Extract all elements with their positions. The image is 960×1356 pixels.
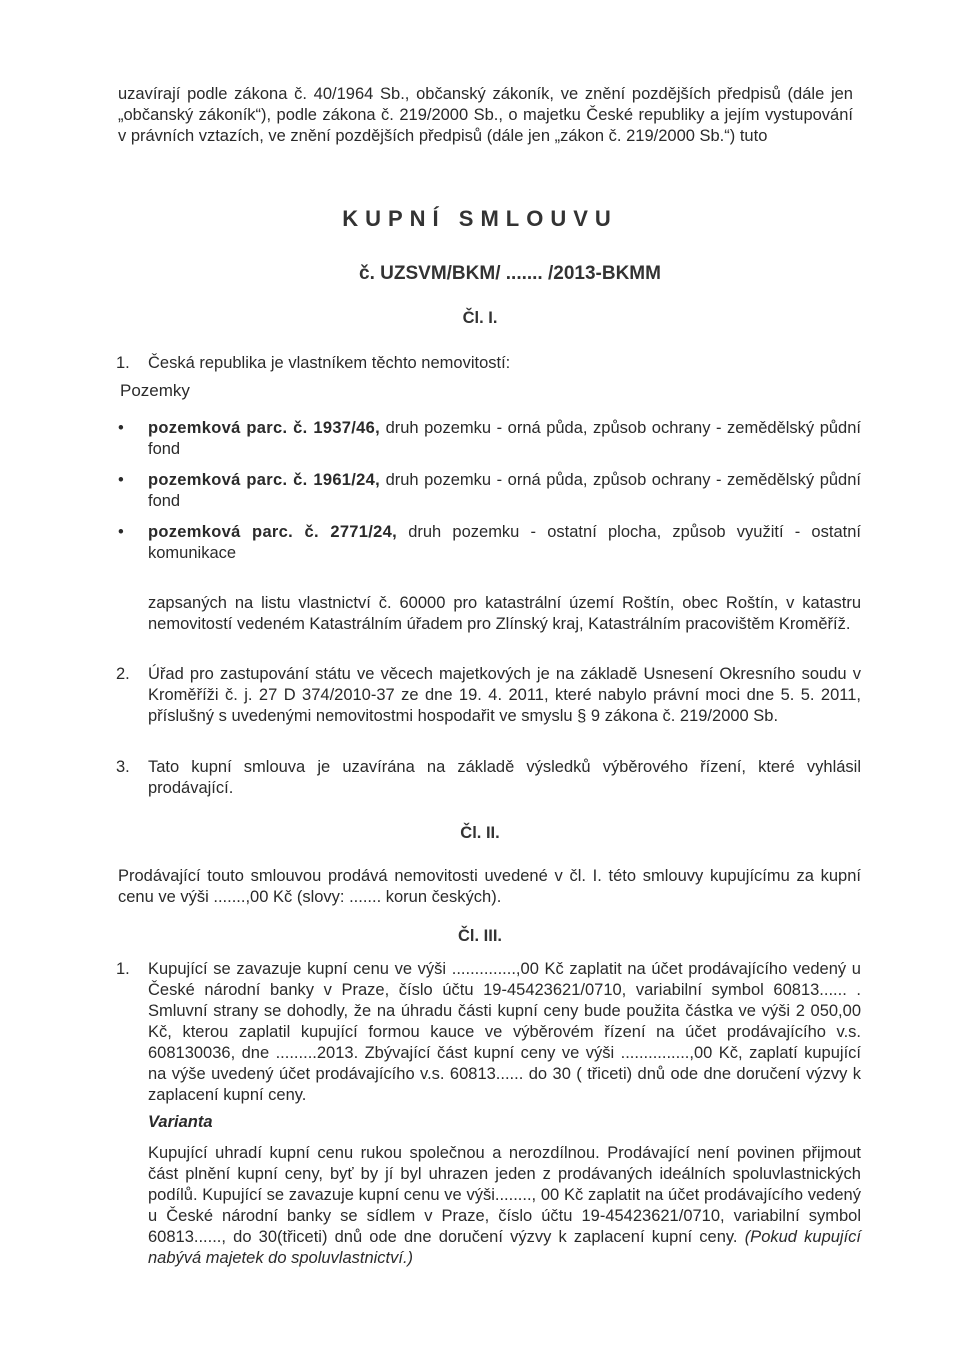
paragraph-number: 1. bbox=[116, 960, 130, 978]
paragraph-number: 2. bbox=[116, 665, 130, 683]
article-1-heading: Čl. I. bbox=[462, 309, 498, 327]
parcel-number: pozemková parc. č. 1961/24, bbox=[148, 471, 381, 489]
parcel-number: pozemková parc. č. 2771/24, bbox=[148, 523, 397, 541]
tender-paragraph: Tato kupní smlouva je uzavírána na základě výsledků výběrového řízení, které vyhlásil prodávající. bbox=[148, 758, 861, 797]
registry-paragraph: zapsaných na listu vlastnictví č. 60000 pro katastrální území Roštín, obec Roštín, v katastru nemovitostí vedeném Katastrálním úřadem pro Zlínský kraj, Katastrálním pracovištěm Kroměříž. bbox=[148, 594, 861, 633]
contract-number: č. UZSVM/BKM/ ....... /2013-BKMM bbox=[359, 263, 661, 284]
bullet-icon: • bbox=[118, 419, 124, 437]
ownership-statement: Česká republika je vlastníkem těchto nemovitostí: bbox=[148, 354, 511, 372]
pozemky-label: Pozemky bbox=[120, 381, 190, 400]
parcel-number: pozemková parc. č. 1937/46, bbox=[148, 419, 381, 437]
variant-label: Varianta bbox=[148, 1113, 213, 1131]
authority-paragraph: Úřad pro zastupování státu ve věcech majetkových je na základě Usnesení Okresního soudu v Kroměříži č. j. 27 D 374/2010-37 ze dne 19. 4. 2011, které nabylo právní moci dne 5. 5. 2011, příslušný s uvedenými nemovitostmi hospodařit ve smyslu § 9 zákona č. 219/2000 Sb. bbox=[148, 665, 861, 725]
parcel-description: druh pozemku - ostatní plocha, způsob využití - ostatní komunikace bbox=[148, 523, 861, 562]
parcel-item bbox=[148, 470, 861, 512]
bullet-icon: • bbox=[118, 471, 124, 489]
variant-heading bbox=[148, 1112, 861, 1133]
parcel-description: druh pozemku - orná půda, způsob ochrany - zemědělský půdní fond bbox=[148, 471, 861, 510]
parcel-item bbox=[148, 522, 861, 564]
intro-paragraph: uzavírají podle zákona č. 40/1964 Sb., občanský zákoník, ve znění pozdějších předpisů (dále jen „občanský zákoník“), podle zákona č. 219/2000 Sb., o majetku České republiky a jejím vystupování v právních vztazích, ve znění pozdějších předpisů (dále jen „zákon č. 219/2000 Sb.“) tuto bbox=[118, 85, 853, 145]
article-3-heading: Čl. III. bbox=[457, 927, 502, 945]
payment-paragraph: Kupující se zavazuje kupní cenu ve výši ..............,00 Kč zaplatit na účet prodávajícího vedený u České národní banky v Praze, číslo účtu 19-45423621/0710, variabilní symbol 60813...... . Smluvní strany se dohodly, že na úhradu části kupní ceny bude použita částka ve výši 2 050,00 Kč, kterou zaplatil kupující formou kauce ve výběrovém řízení na účet prodávajícího v.s. 608130036, dne .........2013. Zbývající část kupní ceny ve výši ...............,00 Kč, zaplatí kupující na výše uvedený účet prodávajícího v.s. 60813...... do 30 ( třiceti) dnů ode dne doručení výzvy k zaplacení kupní ceny. bbox=[148, 960, 861, 1104]
sale-paragraph: Prodávající touto smlouvou prodává nemovitosti uvedené v čl. I. této smlouvy kupujícímu za kupní cenu ve výši .......,00 Kč (slovy: ....... korun českých). bbox=[118, 867, 861, 906]
bullet-icon: • bbox=[118, 523, 124, 541]
document-title: KUPNÍ SMLOUVU bbox=[342, 206, 618, 231]
variant-paragraph bbox=[148, 1143, 861, 1269]
parcel-description: druh pozemku - orná půda, způsob ochrany - zemědělský půdní fond bbox=[148, 419, 861, 458]
variant-text: Kupující uhradí kupní cenu rukou společnou a nerozdílnou. Prodávající není povinen přijmout část plnění kupní ceny, byť by jí byl uhrazen jeden z prodávaných ideálních spoluvlastnických podílů. Kupující se zavazuje kupní cenu ve výši........, 00 Kč zaplatit na účet prodávajícího vedený u České národní banky se sídlem v Praze, číslo účtu 19-45423621/0710, variabilní symbol 60813......, do 30(třiceti) dnů ode dne doručení výzvy k zaplacení kupní ceny. bbox=[148, 1144, 861, 1246]
article-2-heading: Čl. II. bbox=[460, 824, 500, 842]
variant-note: (Pokud kupující nabývá majetek do spoluvlastnictví.) bbox=[148, 1228, 862, 1267]
paragraph-number: 3. bbox=[116, 758, 130, 776]
parcel-item bbox=[148, 418, 861, 460]
paragraph-number: 1. bbox=[116, 354, 130, 372]
